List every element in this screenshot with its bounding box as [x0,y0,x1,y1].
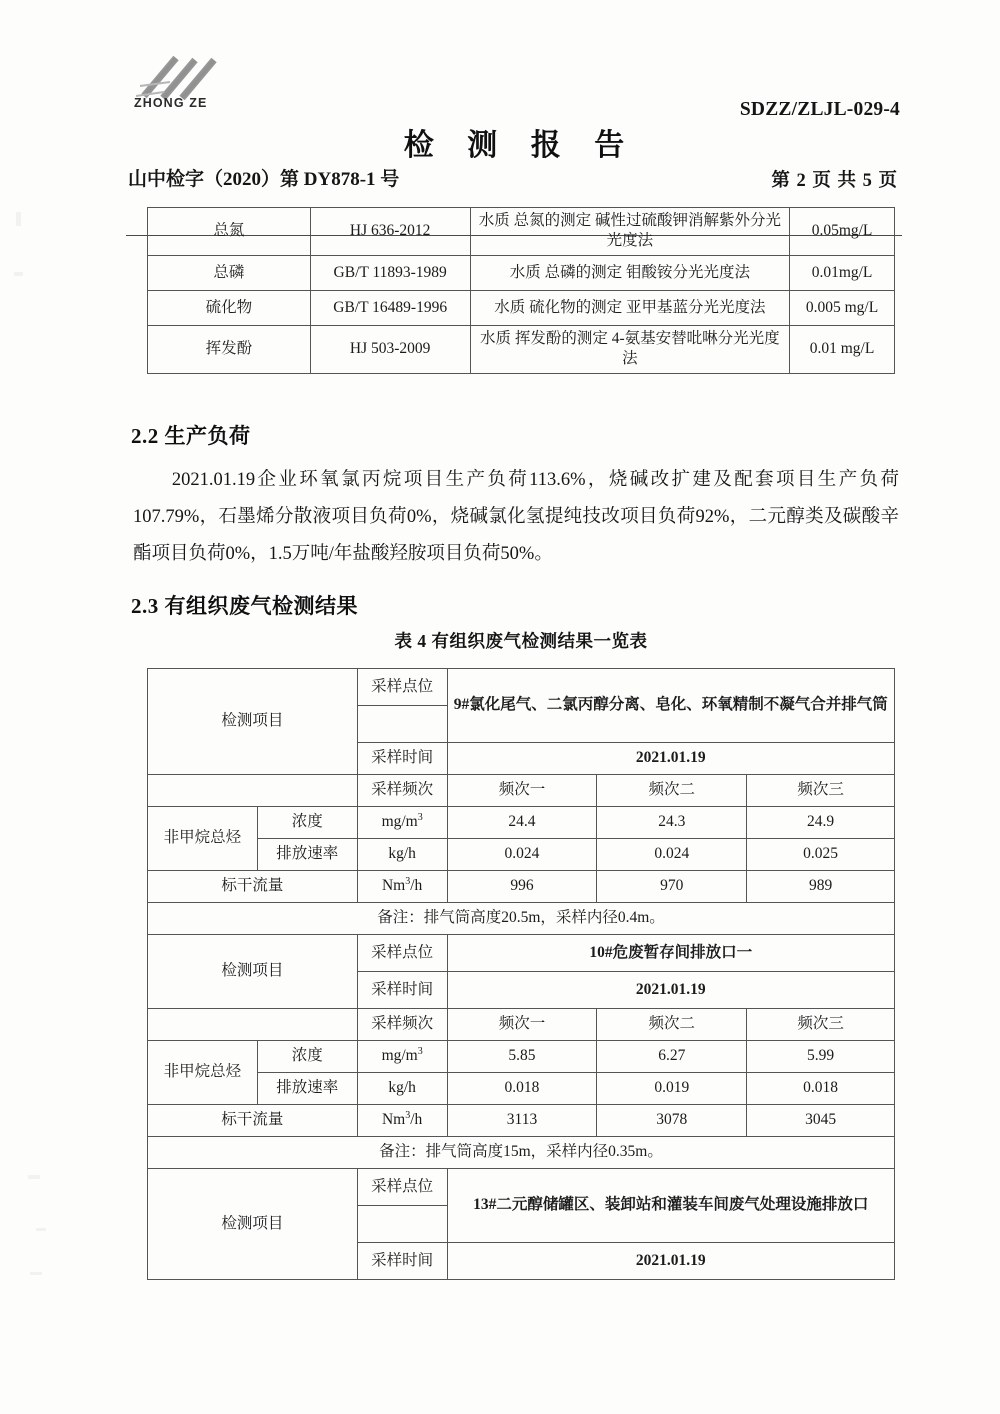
pollutant-name: 非甲烷总烃 [148,1041,258,1105]
label-freq2: 频次二 [597,1009,747,1041]
method-table [147,207,895,374]
method-standard: HJ 503-2009 [310,325,470,373]
label-emission-rate: 排放速率 [257,839,357,871]
value-cell: 0.024 [597,839,747,871]
sample-time-value: 2021.01.19 [447,743,894,775]
sample-point-value: 9#氯化尾气、二氯丙醇分离、皂化、环氧精制不凝气合并排气筒 [447,669,894,743]
table4-caption: 表 4 有组织废气检测结果一览表 [394,631,648,651]
label-sample-point: 采样点位 [357,1169,447,1206]
sample-point-value: 10#危废暂存间排放口一 [447,935,894,972]
scan-artifact [16,212,21,226]
table-row [148,325,895,373]
scan-artifact [36,1228,46,1231]
label-std-flow: 标干流量 [148,1105,358,1137]
method-limit: 0.01mg/L [790,255,895,290]
value-cell: 0.024 [447,839,597,871]
value-cell: 0.019 [597,1073,747,1105]
unit-emission-rate: kg/h [357,1073,447,1105]
exhaust-results-table [147,668,895,1280]
table-row [148,208,895,256]
method-name: 水质 总氮的测定 碱性过硫酸钾消解紫外分光光度法 [470,208,790,256]
label-sample-point: 采样点位 [357,935,447,972]
table-row [148,290,895,325]
section-heading-23: 2.3 有组织废气检测结果 [131,594,358,618]
label-freq1: 频次一 [447,1009,597,1041]
value-cell: 0.018 [747,1073,895,1105]
pollutant-name: 非甲烷总烃 [148,807,258,871]
label-sample-point-cont [357,1206,447,1243]
method-item: 总磷 [148,255,311,290]
label-std-flow: 标干流量 [148,871,358,903]
section-heading-22: 2.2 生产负荷 [131,424,251,448]
table-row [148,669,895,706]
unit-concentration: $mg/m^3$ [357,1041,447,1073]
value-cell: 996 [447,871,597,903]
table-row [148,935,895,972]
label-sample-time: 采样时间 [357,972,447,1009]
method-name: 水质 硫化物的测定 亚甲基蓝分光光度法 [470,290,790,325]
table-row [148,1041,895,1073]
label-sample-point-cont [357,706,447,743]
method-name: 水质 总磷的测定 钼酸铵分光光度法 [470,255,790,290]
table-row [148,1009,895,1041]
value-cell: 24.4 [447,807,597,839]
method-item: 总氮 [148,208,311,256]
table-row [148,871,895,903]
block-note: 备注：排气筒高度15m，采样内径0.35m。 [148,1137,895,1169]
method-standard: HJ 636-2012 [310,208,470,256]
method-item: 挥发酚 [148,325,311,373]
label-sample-freq: 采样频次 [357,1009,447,1041]
table-row [148,775,895,807]
method-limit: 0.01 mg/L [790,325,895,373]
method-item: 硫化物 [148,290,311,325]
table-row [148,255,895,290]
label-item: 检测项目 [148,669,358,775]
table-row [148,903,895,935]
value-cell: 0.025 [747,839,895,871]
document-code: SDZZ/ZLJL-029-4 [739,99,900,120]
unit-concentration: $mg/m^3$ [357,807,447,839]
value-cell: 24.9 [747,807,895,839]
table-row [148,1073,895,1105]
table-row [148,1137,895,1169]
table-row [148,807,895,839]
label-sample-time: 采样时间 [357,743,447,775]
logo-wordmark: ZHONG ZE [134,96,208,110]
value-cell: 3045 [747,1105,895,1137]
value-cell: 970 [597,871,747,903]
method-name: 水质 挥发酚的测定 4-氨基安替吡啉分光光度法 [470,325,790,373]
label-freq3: 频次三 [747,1009,895,1041]
method-limit: 0.005 mg/L [790,290,895,325]
label-sample-point: 采样点位 [357,669,447,706]
block-note: 备注：排气筒高度20.5m，采样内径0.4m。 [148,903,895,935]
value-cell: 24.3 [597,807,747,839]
spacer-cell [148,1009,358,1041]
label-item: 检测项目 [148,1169,358,1280]
value-cell: 0.018 [447,1073,597,1105]
sample-point-value: 13#二元醇储罐区、装卸站和灌装车间废气处理设施排放口 [447,1169,894,1243]
table-row [148,1105,895,1137]
label-freq2: 频次二 [597,775,747,807]
scan-artifact [28,1175,40,1179]
value-cell: 3078 [597,1105,747,1137]
scan-artifact [30,1272,42,1275]
sample-time-value: 2021.01.19 [447,972,894,1009]
scan-artifact [14,272,23,276]
table-row [148,839,895,871]
value-cell: 3113 [447,1105,597,1137]
table-row [148,1169,895,1206]
unit-std-flow: Nm$^3$/h [357,871,447,903]
section-22-paragraph: 2021.01.19企业环氧氯丙烷项目生产负荷113.6%，烧碱改扩建及配套项目生产负荷107.79%，石墨烯分散液项目负荷0%，烧碱氯化氢提纯技改项目负荷92%，二元醇类及碳酸辛酯项目负荷0%，1.5万吨/年盐酸羟胺项目负荷50%。 [133,470,899,564]
value-cell: 989 [747,871,895,903]
label-freq3: 频次三 [747,775,895,807]
spacer-cell [148,775,358,807]
method-standard: GB/T 16489-1996 [310,290,470,325]
label-freq1: 频次一 [447,775,597,807]
label-emission-rate: 排放速率 [257,1073,357,1105]
unit-emission-rate: kg/h [357,839,447,871]
page-title: 检 测 报 告 [403,129,638,162]
label-concentration: 浓度 [257,1041,357,1073]
unit-std-flow: Nm$^3$/h [357,1105,447,1137]
value-cell: 5.85 [447,1041,597,1073]
label-item: 检测项目 [148,935,358,1009]
page-number: 第 2 页 共 5 页 [771,171,898,191]
label-concentration: 浓度 [257,807,357,839]
label-sample-time: 采样时间 [357,1243,447,1280]
value-cell: 6.27 [597,1041,747,1073]
method-table-container [147,207,895,374]
report-number: 山中检字（2020）第 DY878-1 号 [128,169,400,190]
value-cell: 5.99 [747,1041,895,1073]
label-sample-freq: 采样频次 [357,775,447,807]
method-standard: GB/T 11893-1989 [310,255,470,290]
method-limit: 0.05mg/L [790,208,895,256]
page-header [128,52,900,191]
sample-time-value: 2021.01.19 [447,1243,894,1280]
exhaust-results-table-container [147,668,895,1280]
